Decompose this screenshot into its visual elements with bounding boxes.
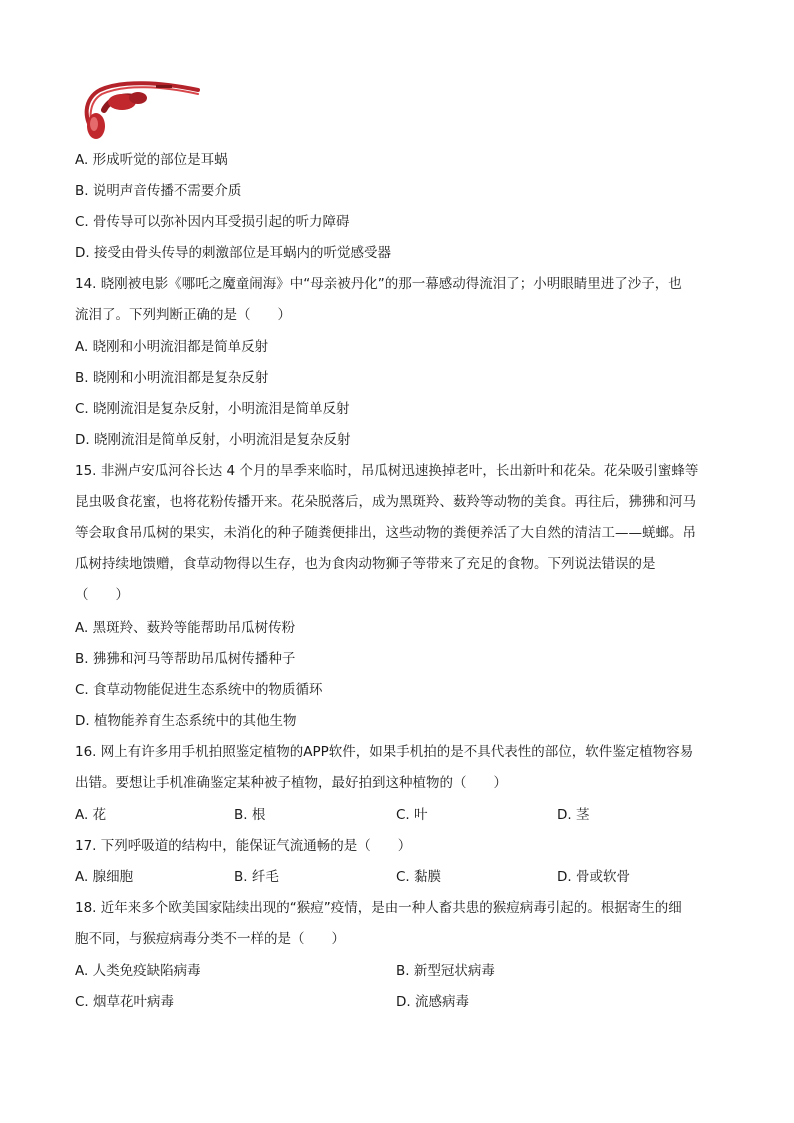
q14-stem-line-1: 14. 晓刚被电影《哪吒之魔童闹海》中“母亲被丹化”的那一幕感动得流泪了；小明眼睛里进了沙子，也 — [75, 276, 682, 292]
q18-option-c: C. 烟草花叶病毒 — [75, 994, 175, 1010]
q17-option-a: A. 腺细胞 — [75, 869, 134, 885]
q14-option-b: B. 晓刚和小明流泪都是复杂反射 — [75, 370, 269, 386]
q16-option-c: C. 叶 — [396, 807, 428, 823]
q16-option-b: B. 根 — [234, 807, 266, 823]
q17-option-d: D. 骨或软骨 — [557, 869, 630, 885]
q15-option-b: B. 狒狒和河马等帮助吊瓜树传播种子 — [75, 651, 296, 667]
q15-stem-line-3: 等会取食吊瓜树的果实，未消化的种子随粪便排出，这些动物的粪便养活了大自然的清洁工——蜣螂。吊 — [75, 525, 696, 541]
q14-option-a: A. 晓刚和小明流泪都是简单反射 — [75, 339, 269, 355]
q18-option-a: A. 人类免疫缺陷病毒 — [75, 963, 201, 979]
q15-stem-line-5: （ ） — [75, 587, 129, 603]
q16-option-a: A. 花 — [75, 807, 107, 823]
q16-option-d: D. 茎 — [557, 807, 590, 823]
q14-option-c: C. 晓刚流泪是复杂反射，小明流泪是简单反射 — [75, 401, 350, 417]
q18-stem-line-1: 18. 近年来多个欧美国家陆续出现的“猴痘”疫情，是由一种人畜共患的猴痘病毒引起的。根据寄生的细 — [75, 900, 682, 916]
bone-conduction-headphones-image — [74, 76, 204, 140]
q15-option-d: D. 植物能养育生态系统中的其他生物 — [75, 713, 297, 729]
q15-stem-line-2: 昆虫吸食花蜜，也将花粉传播开来。花朵脱落后，成为黑斑羚、薮羚等动物的美食。再往后，狒狒和河马 — [75, 494, 696, 510]
q17-option-c: C. 黏膜 — [396, 869, 442, 885]
q13-option-d: D. 接受由骨头传导的刺激部位是耳蜗内的听觉感受器 — [75, 245, 391, 261]
q17-stem: 17. 下列呼吸道的结构中，能保证气流通畅的是（ ） — [75, 838, 412, 854]
q15-option-c: C. 食草动物能促进生态系统中的物质循环 — [75, 682, 323, 698]
q18-option-d: D. 流感病毒 — [396, 994, 469, 1010]
q17-option-b: B. 纤毛 — [234, 869, 279, 885]
q16-stem-line-1: 16. 网上有许多用手机拍照鉴定植物的APP软件，如果手机拍的是不具代表性的部位，软件鉴定植物容易 — [75, 744, 694, 760]
q13-option-c: C. 骨传导可以弥补因内耳受损引起的听力障碍 — [75, 214, 350, 230]
q15-stem-line-4: 瓜树持续地馈赠，食草动物得以生存，也为食肉动物狮子等带来了充足的食物。下列说法错误的是 — [75, 556, 656, 572]
q15-stem-line-1: 15. 非洲卢安瓜河谷长达 4 个月的旱季来临时，吊瓜树迅速换掉老叶，长出新叶和花朵。花朵吸引蜜蜂等 — [75, 463, 699, 479]
q14-stem-line-2: 流泪了。下列判断正确的是（ ） — [75, 307, 291, 323]
q13-option-b: B. 说明声音传播不需要介质 — [75, 183, 242, 199]
q18-option-b: B. 新型冠状病毒 — [396, 963, 495, 979]
q18-stem-line-2: 胞不同，与猴痘病毒分类不一样的是（ ） — [75, 931, 345, 947]
q14-option-d: D. 晓刚流泪是简单反射，小明流泪是复杂反射 — [75, 432, 351, 448]
q16-stem-line-2: 出错。要想让手机准确鉴定某种被子植物，最好拍到这种植物的（ ） — [75, 775, 507, 791]
q13-option-a: A. 形成听觉的部位是耳蜗 — [75, 152, 228, 168]
q15-option-a: A. 黑斑羚、薮羚等能帮助吊瓜树传粉 — [75, 620, 296, 636]
